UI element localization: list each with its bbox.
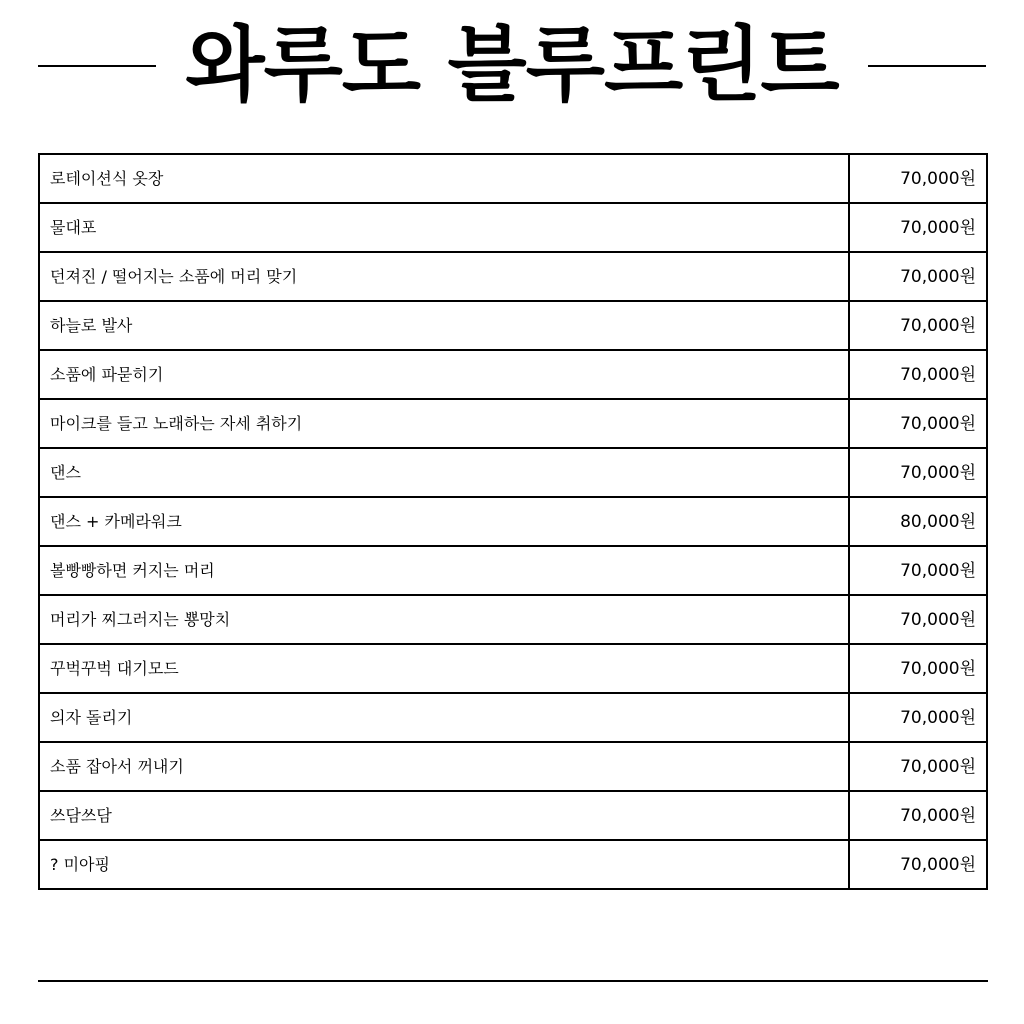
item-name: 머리가 찌그러지는 뿅망치: [39, 595, 849, 644]
bottom-rule: [38, 980, 988, 982]
table-row: [39, 203, 987, 252]
item-price: 70,000원: [849, 350, 987, 399]
table-row: [39, 546, 987, 595]
item-price: 70,000원: [849, 203, 987, 252]
item-name: 로테이션식 옷장: [39, 154, 849, 203]
table-row: [39, 742, 987, 791]
table-row: [39, 693, 987, 742]
item-price: 70,000원: [849, 448, 987, 497]
table-row: [39, 497, 987, 546]
price-table: [38, 153, 988, 890]
item-price: 70,000원: [849, 154, 987, 203]
table-row: [39, 350, 987, 399]
table-row: [39, 448, 987, 497]
table-row: [39, 644, 987, 693]
price-table-body: [39, 154, 987, 889]
item-name: 댄스: [39, 448, 849, 497]
item-price: 70,000원: [849, 840, 987, 889]
item-name: 하늘로 발사: [39, 301, 849, 350]
table-row: [39, 840, 987, 889]
item-name: 볼빵빵하면 커지는 머리: [39, 546, 849, 595]
item-price: 70,000원: [849, 644, 987, 693]
item-name: 마이크를 들고 노래하는 자세 취하기: [39, 399, 849, 448]
table-row: [39, 791, 987, 840]
title-left-rule: [38, 65, 156, 67]
item-name: 꾸벅꾸벅 대기모드: [39, 644, 849, 693]
item-price: 70,000원: [849, 546, 987, 595]
table-row: [39, 252, 987, 301]
item-name: 소품 잡아서 꺼내기: [39, 742, 849, 791]
item-name: 물대포: [39, 203, 849, 252]
item-name: 쓰담쓰담: [39, 791, 849, 840]
item-name: 던져진 / 떨어지는 소품에 머리 맞기: [39, 252, 849, 301]
item-price: 70,000원: [849, 693, 987, 742]
item-price: 70,000원: [849, 252, 987, 301]
table-row: [39, 154, 987, 203]
title-right-rule: [868, 65, 986, 67]
item-price: 80,000원: [849, 497, 987, 546]
item-name: 의자 돌리기: [39, 693, 849, 742]
table-row: [39, 399, 987, 448]
table-row: [39, 301, 987, 350]
item-price: 70,000원: [849, 742, 987, 791]
item-price: 70,000원: [849, 791, 987, 840]
item-name: 댄스 + 카메라워크: [39, 497, 849, 546]
page-title: 와루도 블루프린트: [185, 18, 839, 113]
item-price: 70,000원: [849, 399, 987, 448]
item-price: 70,000원: [849, 595, 987, 644]
item-price: 70,000원: [849, 301, 987, 350]
item-name: 소품에 파묻히기: [39, 350, 849, 399]
item-name: ? 미아핑: [39, 840, 849, 889]
table-row: [39, 595, 987, 644]
